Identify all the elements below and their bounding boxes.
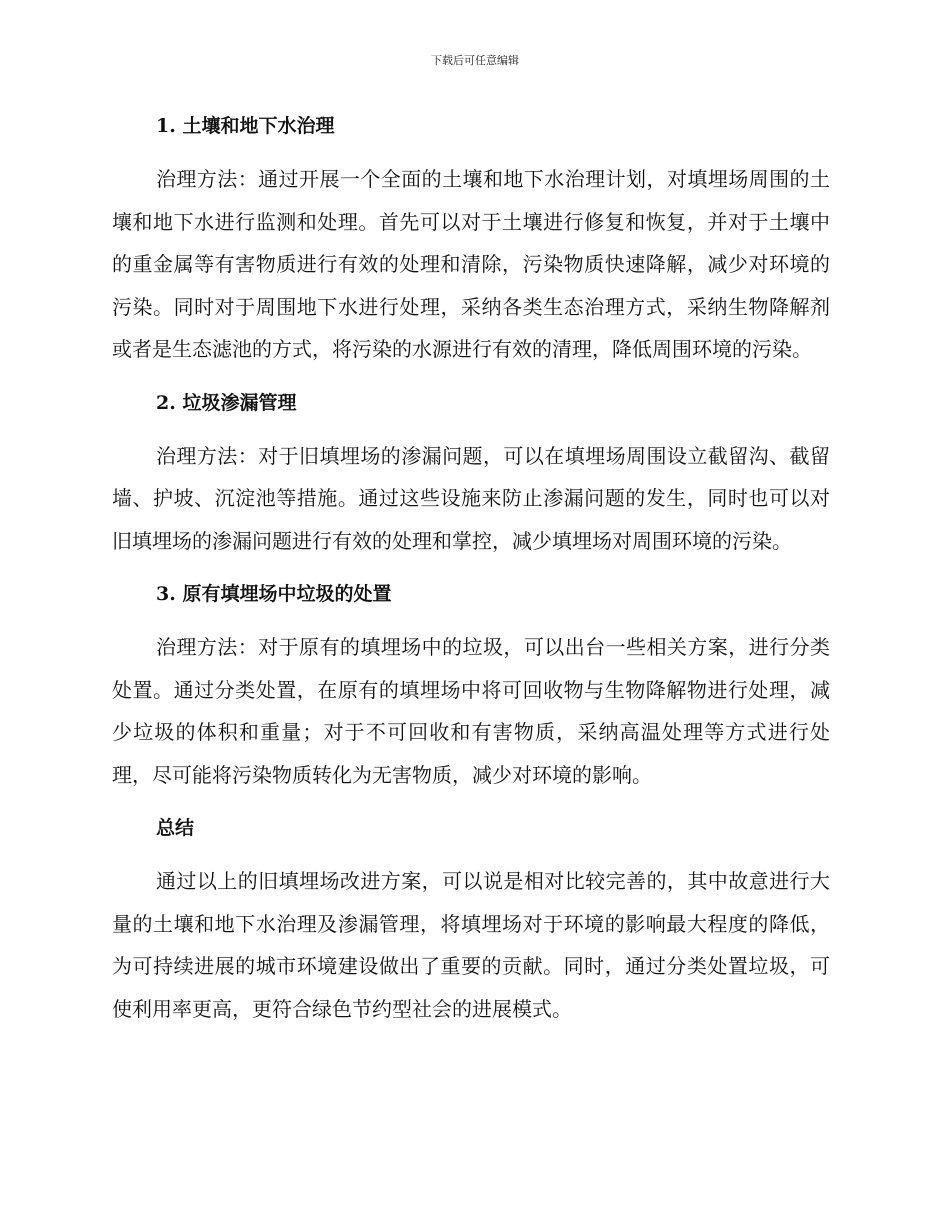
section-heading-leakage-management: 2. 垃圾渗漏管理 xyxy=(156,391,297,414)
section-paragraph-summary: 通过以上的旧填埋场改进方案，可以说是相对比较完善的，其中故意进行大量的土壤和地下水治理及渗漏管理，将填埋场对于环境的影响最大程度的降低，为可持续进展的城市环境建设做出了重要的贡献。同时，通过分类处置垃圾，可使利用率更高，更符合绿色节约型社会的进展模式。 xyxy=(112,869,830,1021)
document-body xyxy=(112,108,830,1044)
section-heading-soil-groundwater: 1. 土壤和地下水治理 xyxy=(156,115,335,137)
section-paragraph-leakage-management: 治理方法：对于旧填埋场的渗漏问题，可以在填埋场周围设立截留沟、截留墙、护坡、沉淀池等措施。通过这些设施来防止渗漏问题的发生，同时也可以对旧填埋场的渗漏问题进行有效的处理和掌控，减少填埋场对周围环境的污染。 xyxy=(112,443,830,553)
section-paragraph-soil-groundwater: 治理方法：通过开展一个全面的土壤和地下水治理计划，对填埋场周围的土壤和地下水进行监测和处理。首先可以对于土壤进行修复和恢复，并对于土壤中的重金属等有害物质进行有效的处理和清除，污染物质快速降解，减少对环境的污染。同时对于周围地下水进行处理，采纳各类生态治理方式，采纳生物降解剂或者是生态滤池的方式，将污染的水源进行有效的清理，降低周围环境的污染。 xyxy=(112,167,830,361)
section-heading-waste-disposal: 3. 原有填埋场中垃圾的处置 xyxy=(156,583,392,605)
page-header: 下载后可任意编辑 xyxy=(431,54,519,67)
section-paragraph-waste-disposal: 治理方法：对于原有的填埋场中的垃圾，可以出台一些相关方案，进行分类处置。通过分类处置，在原有的填埋场中将可回收物与生物降解物进行处理，减少垃圾的体积和重量；对于不可回收和有害物质，采纳高温处理等方式进行处理，尽可能将污染物质转化为无害物质，减少对环境的影响。 xyxy=(112,635,830,787)
section-heading-summary: 总结 xyxy=(156,817,195,839)
